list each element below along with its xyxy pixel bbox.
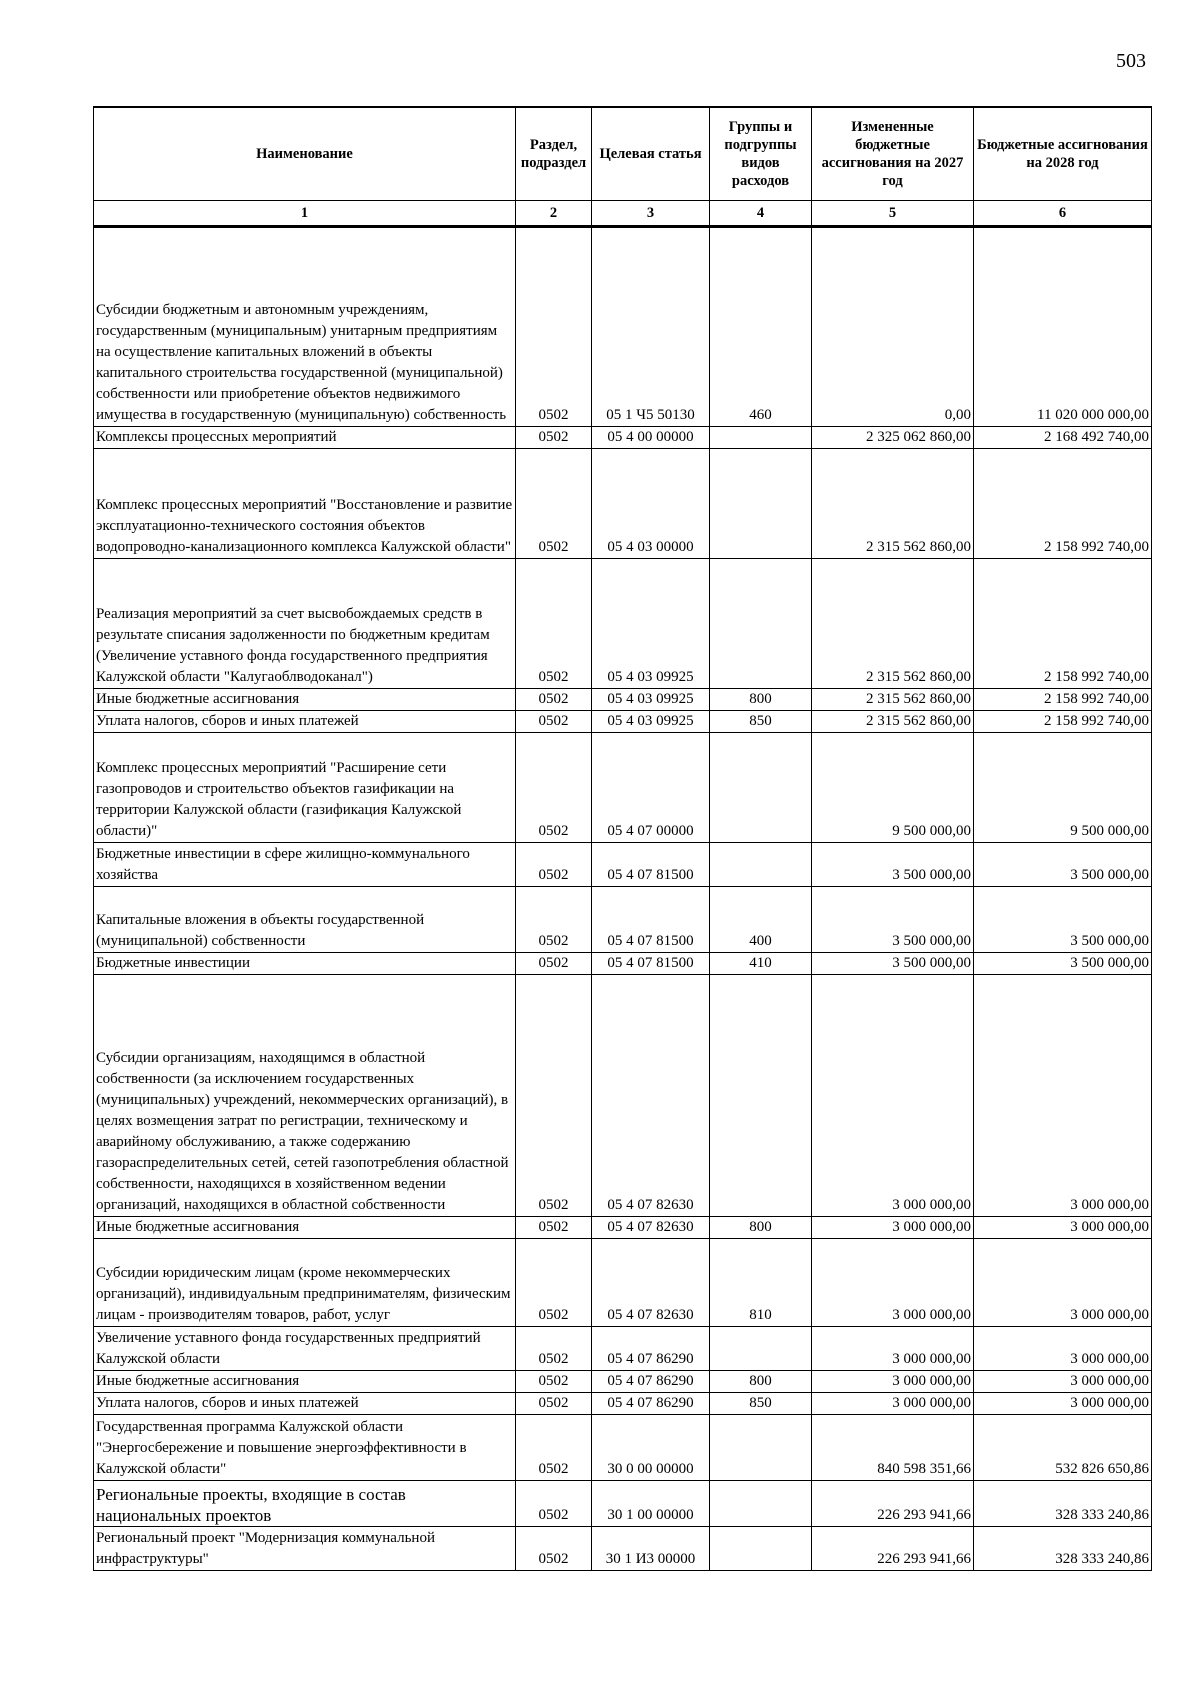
cell-target: 05 4 07 81500 xyxy=(592,953,710,975)
cell-section: 0502 xyxy=(516,887,592,953)
cell-section: 0502 xyxy=(516,1415,592,1481)
table-row xyxy=(94,843,1152,887)
cell-sum-2028: 2 168 492 740,00 xyxy=(974,427,1152,449)
cell-target: 05 4 07 86290 xyxy=(592,1327,710,1371)
cell-name: Субсидии бюджетным и автономным учреждениям, государственным (муниципальным) унитарным предприятиям на осуществление капитальных вложений в объекты капитального строительства государственной (муниципальной) собственности или приобретение объектов недвижимого имущества в государственную (муниципальную) собственность xyxy=(94,227,516,427)
cell-section: 0502 xyxy=(516,953,592,975)
cell-sum-2028: 532 826 650,86 xyxy=(974,1415,1152,1481)
table-row xyxy=(94,427,1152,449)
cell-group: 850 xyxy=(710,711,812,733)
cell-name: Иные бюджетные ассигнования xyxy=(94,1371,516,1393)
cell-name: Иные бюджетные ассигнования xyxy=(94,1217,516,1239)
cell-sum-2027: 3 500 000,00 xyxy=(812,953,974,975)
cell-target: 05 4 03 09925 xyxy=(592,711,710,733)
cell-target: 05 4 07 81500 xyxy=(592,843,710,887)
header-name: Наименование xyxy=(94,107,516,201)
cell-group xyxy=(710,1527,812,1571)
cell-name: Бюджетные инвестиции в сфере жилищно-коммунального хозяйства xyxy=(94,843,516,887)
cell-name: Субсидии организациям, находящимся в областной собственности (за исключением государственных (муниципальных) учреждений, некоммерческих организаций), в целях возмещения затрат по регистрации, техническому и аварийному обслуживанию, а также содержанию газораспределительных сетей, сетей газопотребления областной собственности, находящихся в хозяйственном ведении организаций, находящихся в областной собственности xyxy=(94,975,516,1217)
cell-sum-2027: 3 000 000,00 xyxy=(812,1239,974,1327)
cell-target: 05 4 03 09925 xyxy=(592,689,710,711)
cell-name: Комплекс процессных мероприятий "Восстановление и развитие эксплуатационно-технического состояния объектов водопроводно-канализационного комплекса Калужской области" xyxy=(94,449,516,559)
cell-target: 05 4 07 00000 xyxy=(592,733,710,843)
cell-sum-2028: 3 500 000,00 xyxy=(974,843,1152,887)
cell-name: Региональный проект "Модернизация коммунальной инфраструктуры" xyxy=(94,1527,516,1571)
header-row xyxy=(94,107,1152,201)
cell-sum-2028: 3 000 000,00 xyxy=(974,975,1152,1217)
table-row xyxy=(94,689,1152,711)
cell-sum-2027: 0,00 xyxy=(812,227,974,427)
cell-group xyxy=(710,975,812,1217)
cell-sum-2027: 3 000 000,00 xyxy=(812,975,974,1217)
cell-sum-2028: 3 000 000,00 xyxy=(974,1371,1152,1393)
column-number: 3 xyxy=(592,201,710,227)
cell-name: Уплата налогов, сборов и иных платежей xyxy=(94,711,516,733)
cell-sum-2027: 3 500 000,00 xyxy=(812,887,974,953)
cell-section: 0502 xyxy=(516,1217,592,1239)
cell-name: Уплата налогов, сборов и иных платежей xyxy=(94,1393,516,1415)
budget-table xyxy=(93,106,1152,1571)
cell-section: 0502 xyxy=(516,711,592,733)
cell-group: 850 xyxy=(710,1393,812,1415)
cell-group xyxy=(710,559,812,689)
cell-target: 05 4 07 82630 xyxy=(592,1239,710,1327)
table-row xyxy=(94,1481,1152,1527)
cell-name: Увеличение уставного фонда государственных предприятий Калужской области xyxy=(94,1327,516,1371)
cell-section: 0502 xyxy=(516,689,592,711)
table-row xyxy=(94,1327,1152,1371)
cell-sum-2027: 840 598 351,66 xyxy=(812,1415,974,1481)
cell-target: 30 0 00 00000 xyxy=(592,1415,710,1481)
cell-sum-2028: 3 000 000,00 xyxy=(974,1239,1152,1327)
cell-name: Региональные проекты, входящие в состав национальных проектов xyxy=(94,1481,516,1527)
cell-sum-2027: 3 000 000,00 xyxy=(812,1327,974,1371)
cell-group: 410 xyxy=(710,953,812,975)
cell-sum-2027: 3 500 000,00 xyxy=(812,843,974,887)
cell-name: Иные бюджетные ассигнования xyxy=(94,689,516,711)
cell-sum-2028: 3 500 000,00 xyxy=(974,953,1152,975)
cell-sum-2027: 3 000 000,00 xyxy=(812,1217,974,1239)
cell-group xyxy=(710,733,812,843)
cell-section: 0502 xyxy=(516,975,592,1217)
column-number: 5 xyxy=(812,201,974,227)
cell-section: 0502 xyxy=(516,427,592,449)
cell-sum-2028: 3 000 000,00 xyxy=(974,1217,1152,1239)
cell-name: Комплекс процессных мероприятий "Расширение сети газопроводов и строительство объектов газификации на территории Калужской области (газификация Калужской области)" xyxy=(94,733,516,843)
cell-section: 0502 xyxy=(516,1393,592,1415)
cell-group: 800 xyxy=(710,1371,812,1393)
cell-target: 05 4 07 82630 xyxy=(592,975,710,1217)
cell-sum-2028: 2 158 992 740,00 xyxy=(974,559,1152,689)
cell-group: 460 xyxy=(710,227,812,427)
cell-sum-2028: 2 158 992 740,00 xyxy=(974,689,1152,711)
cell-group: 800 xyxy=(710,689,812,711)
cell-sum-2027: 2 315 562 860,00 xyxy=(812,689,974,711)
cell-group xyxy=(710,1481,812,1527)
cell-sum-2027: 2 315 562 860,00 xyxy=(812,711,974,733)
header-section: Раздел, подраздел xyxy=(516,107,592,201)
cell-section: 0502 xyxy=(516,733,592,843)
column-number: 2 xyxy=(516,201,592,227)
cell-sum-2027: 2 325 062 860,00 xyxy=(812,427,974,449)
cell-sum-2028: 11 020 000 000,00 xyxy=(974,227,1152,427)
cell-target: 05 4 07 86290 xyxy=(592,1393,710,1415)
cell-group xyxy=(710,1327,812,1371)
table-row xyxy=(94,711,1152,733)
table-row xyxy=(94,227,1152,427)
table-row xyxy=(94,449,1152,559)
cell-name: Бюджетные инвестиции xyxy=(94,953,516,975)
cell-sum-2028: 3 500 000,00 xyxy=(974,887,1152,953)
cell-group: 810 xyxy=(710,1239,812,1327)
cell-section: 0502 xyxy=(516,1527,592,1571)
cell-target: 05 4 07 81500 xyxy=(592,887,710,953)
column-number: 4 xyxy=(710,201,812,227)
cell-target: 05 1 Ч5 50130 xyxy=(592,227,710,427)
cell-name: Реализация мероприятий за счет высвобождаемых средств в результате списания задолженности по бюджетным кредитам (Увеличение уставного фонда государственного предприятия Калужской области "Калугаоблводоканал") xyxy=(94,559,516,689)
cell-target: 05 4 03 09925 xyxy=(592,559,710,689)
table-row xyxy=(94,733,1152,843)
cell-group: 800 xyxy=(710,1217,812,1239)
cell-section: 0502 xyxy=(516,843,592,887)
cell-sum-2027: 2 315 562 860,00 xyxy=(812,449,974,559)
table-row xyxy=(94,1371,1152,1393)
cell-name: Комплексы процессных мероприятий xyxy=(94,427,516,449)
page-number: 503 xyxy=(1116,50,1146,72)
cell-sum-2028: 328 333 240,86 xyxy=(974,1527,1152,1571)
table-row xyxy=(94,1393,1152,1415)
cell-target: 05 4 00 00000 xyxy=(592,427,710,449)
cell-section: 0502 xyxy=(516,449,592,559)
cell-section: 0502 xyxy=(516,1481,592,1527)
cell-name: Капитальные вложения в объекты государственной (муниципальной) собственности xyxy=(94,887,516,953)
header-sum-2027: Измененные бюджетные ассигнования на 2027 год xyxy=(812,107,974,201)
cell-section: 0502 xyxy=(516,227,592,427)
cell-sum-2028: 9 500 000,00 xyxy=(974,733,1152,843)
cell-target: 30 1 И3 00000 xyxy=(592,1527,710,1571)
cell-name: Субсидии юридическим лицам (кроме некоммерческих организаций), индивидуальным предпринимателям, физическим лицам - производителям товаров, работ, услуг xyxy=(94,1239,516,1327)
cell-sum-2027: 3 000 000,00 xyxy=(812,1371,974,1393)
cell-section: 0502 xyxy=(516,1371,592,1393)
table-row xyxy=(94,1239,1152,1327)
cell-group xyxy=(710,427,812,449)
cell-group xyxy=(710,843,812,887)
cell-sum-2027: 226 293 941,66 xyxy=(812,1527,974,1571)
cell-sum-2028: 328 333 240,86 xyxy=(974,1481,1152,1527)
cell-sum-2028: 2 158 992 740,00 xyxy=(974,449,1152,559)
cell-sum-2027: 3 000 000,00 xyxy=(812,1393,974,1415)
cell-sum-2028: 2 158 992 740,00 xyxy=(974,711,1152,733)
cell-sum-2028: 3 000 000,00 xyxy=(974,1327,1152,1371)
cell-name: Государственная программа Калужской области "Энергосбережение и повышение энергоэффективности в Калужской области" xyxy=(94,1415,516,1481)
cell-sum-2027: 9 500 000,00 xyxy=(812,733,974,843)
table-row xyxy=(94,1217,1152,1239)
header-target: Целевая статья xyxy=(592,107,710,201)
table-row xyxy=(94,975,1152,1217)
cell-target: 05 4 07 86290 xyxy=(592,1371,710,1393)
cell-group xyxy=(710,449,812,559)
cell-sum-2028: 3 000 000,00 xyxy=(974,1393,1152,1415)
cell-target: 30 1 00 00000 xyxy=(592,1481,710,1527)
cell-sum-2027: 226 293 941,66 xyxy=(812,1481,974,1527)
cell-section: 0502 xyxy=(516,1327,592,1371)
cell-group xyxy=(710,1415,812,1481)
column-number-row xyxy=(94,201,1152,227)
cell-section: 0502 xyxy=(516,559,592,689)
cell-target: 05 4 07 82630 xyxy=(592,1217,710,1239)
table-row xyxy=(94,953,1152,975)
column-number: 1 xyxy=(94,201,516,227)
header-sum-2028: Бюджетные ассигнования на 2028 год xyxy=(974,107,1152,201)
cell-target: 05 4 03 00000 xyxy=(592,449,710,559)
cell-group: 400 xyxy=(710,887,812,953)
cell-section: 0502 xyxy=(516,1239,592,1327)
header-group: Группы и подгруппы видов расходов xyxy=(710,107,812,201)
column-number: 6 xyxy=(974,201,1152,227)
table-row xyxy=(94,1415,1152,1481)
table-row xyxy=(94,1527,1152,1571)
table-row xyxy=(94,887,1152,953)
cell-sum-2027: 2 315 562 860,00 xyxy=(812,559,974,689)
table-row xyxy=(94,559,1152,689)
